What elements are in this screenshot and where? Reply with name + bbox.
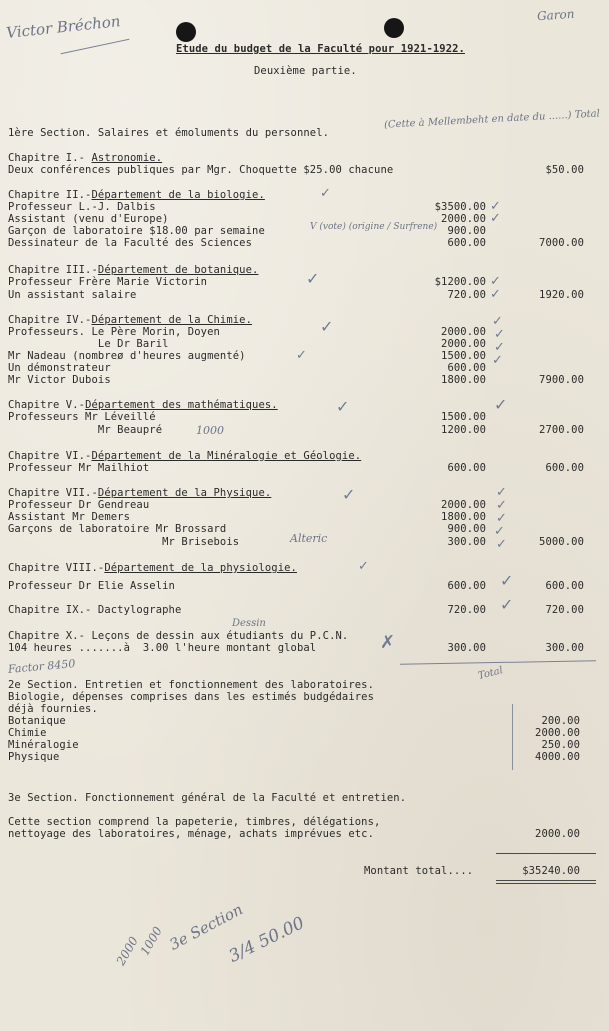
ch2-row-label: Professeur L.-J. Dalbis [8, 201, 156, 213]
header-note: (Cette à Mellembeht en date du ......) Total [383, 108, 601, 131]
dessin-note: Dessin [232, 618, 266, 629]
handwritten-author: Victor Bréchon [5, 12, 122, 42]
checkmark-icon: ✓ [320, 317, 334, 336]
ch7-row-amount: 2000.00 [441, 499, 486, 511]
ch4-total: 7900.00 [539, 374, 584, 386]
section2-row-label: Minéralogie [8, 739, 79, 751]
ch5-row-amount: 1500.00 [441, 411, 486, 423]
ch3-total: 1920.00 [539, 289, 584, 301]
ch3-row-amount: 720.00 [447, 289, 486, 301]
ch8-row-label: Professeur Dr Elie Asselin [8, 580, 175, 592]
ch8-heading [8, 563, 297, 574]
section3-line: nettoyage des laboratoires, ménage, achats imprévues etc. [8, 828, 375, 840]
ch4-row-label: Un démonstrateur [8, 362, 111, 374]
section3-line: Cette section comprend la papeterie, timbres, délégations, [8, 816, 381, 828]
checkmark-icon: ✓ [342, 485, 356, 504]
ch9-amount: 720.00 [447, 604, 486, 616]
page-subtitle: Deuxième partie. [254, 65, 357, 77]
ch7-row-label: Assistant Mr Demers [8, 511, 131, 523]
section1-heading: 1ère Section. Salaires et émoluments du personnel. [8, 127, 330, 139]
checkmark-icon: ✓ [496, 511, 507, 526]
checkmark-icon: ✓ [320, 186, 331, 201]
ch1-title [8, 153, 162, 164]
ch4-row-amount: 600.00 [447, 362, 486, 374]
ch5-row-label: Mr Beaupré [8, 424, 163, 436]
checkmark-icon: ✓ [306, 269, 320, 288]
section3-total: 2000.00 [535, 828, 580, 840]
ch7-total: 5000.00 [539, 536, 584, 548]
ch2-row-amount: 600.00 [447, 237, 486, 249]
checkmark-icon: ✓ [490, 287, 501, 302]
ch4-row-amount: 1800.00 [441, 374, 486, 386]
ch2-row-label: Dessinateur de la Faculté des Sciences [8, 237, 253, 249]
ch5-row-label: Professeurs Mr Léveillé [8, 411, 156, 423]
ch4-row-label: Mr Victor Dubois [8, 374, 111, 386]
ch2-row-amount: 2000.00 [441, 213, 486, 225]
section2-line: déjà fournies. [8, 703, 98, 715]
punch-hole-right [384, 18, 404, 38]
ch9-total: 720.00 [545, 604, 584, 616]
handwritten-rule [400, 660, 596, 664]
ch4-prefix: Chapitre IV.- [8, 314, 92, 326]
total-double-rule [496, 883, 596, 884]
ch1-title-text: Astronomie. [91, 152, 163, 164]
ch4-heading [8, 315, 252, 326]
ch5-prefix: Chapitre V.- [8, 399, 86, 411]
ch2-prefix: Chapitre II.- [8, 189, 92, 201]
checkmark-icon: ✓ [492, 353, 503, 368]
ch10-total: 300.00 [545, 642, 584, 654]
ch8-total: 600.00 [545, 580, 584, 592]
punch-hole-left [176, 22, 196, 42]
section2-row-amount: 250.00 [541, 739, 580, 751]
ch5-heading [8, 400, 278, 411]
grand-total-label: Montant total.... [364, 865, 474, 877]
checkmark-icon: ✓ [496, 498, 507, 513]
ch2-row-label: Assistant (venu d'Europe) [8, 213, 169, 225]
ch6-heading [8, 451, 361, 462]
section2-row-label: Botanique [8, 715, 66, 727]
checkmark-icon: ✓ [494, 340, 505, 355]
ch1-total: $50.00 [545, 164, 584, 176]
ch5-row-amount: 1200.00 [441, 424, 486, 436]
checkmark-icon: ✓ [490, 211, 501, 226]
section2-row-label: Physique [8, 751, 60, 763]
ch3-row-amount: $1200.00 [434, 276, 486, 288]
checkmark-icon: ✓ [490, 199, 501, 214]
checkmark-icon: ✓ [296, 348, 307, 363]
handwritten-bracket [512, 704, 513, 770]
ch7-row-amount: 900.00 [447, 523, 486, 535]
ch4-title: Département de la Chimie. [91, 314, 253, 326]
ch6-total: 600.00 [545, 462, 584, 474]
checkmark-icon: ✓ [494, 395, 508, 414]
ch5-total: 2700.00 [539, 424, 584, 436]
ch7-row-amount: 300.00 [447, 536, 486, 548]
ch8-row-amount: 600.00 [447, 580, 486, 592]
checkmark-icon: ✓ [496, 537, 507, 552]
factor-note: Factor 8450 [7, 657, 76, 676]
ch8-prefix: Chapitre VIII.- [8, 562, 105, 574]
ch10-line1: Chapitre X.- Leçons de dessin aux étudiants du P.C.N. [8, 630, 349, 642]
bottom-note: 2000 [113, 934, 141, 968]
ch6-row-amount: 600.00 [447, 462, 486, 474]
page-title: Etude du budget de la Faculté pour 1921-1922. [176, 43, 465, 55]
bottom-note: 1000 [137, 924, 165, 958]
ch2-title: Département de la biologie. [91, 189, 265, 201]
ch3-row-label: Un assistant salaire [8, 289, 137, 301]
ch7-row-label: Garçons de laboratoire Mr Brossard [8, 523, 227, 535]
ch4-row-amount: 2000.00 [441, 326, 486, 338]
total-note: Total [477, 665, 505, 682]
section2-row-amount: 2000.00 [535, 727, 580, 739]
section3-heading: 3e Section. Fonctionnement général de la Faculté et entretien. [8, 792, 407, 804]
ch7-row-label: Mr Brisebois [8, 536, 240, 548]
bottom-note: 3e Section [166, 900, 246, 954]
ch7-row-label: Professeur Dr Gendreau [8, 499, 150, 511]
beaupre-note: 1000 [196, 424, 224, 437]
ch4-row-label: Professeurs. Le Père Morin, Doyen [8, 326, 220, 338]
ch2-row-label: Garçon de laboratoire $18.00 par semaine [8, 225, 265, 237]
brisebois-note: Alteric [290, 532, 328, 545]
ch4-row-amount: 1500.00 [441, 350, 486, 362]
section2-line: Biologie, dépenses comprises dans les estimés budgédaires [8, 691, 375, 703]
ch2-heading [8, 190, 265, 201]
ch7-row-amount: 1800.00 [441, 511, 486, 523]
ch3-row-label: Professeur Frère Marie Victorin [8, 276, 208, 288]
cross-mark-icon: ✗ [380, 632, 396, 653]
section2-row-amount: 4000.00 [535, 751, 580, 763]
ch4-row-label: Mr Nadeau (nombreø d'heures augmenté) [8, 350, 246, 362]
total-rule [496, 853, 596, 854]
vote-note: V (vote) (origine / Surfrene) [310, 222, 438, 232]
ch1-prefix: Chapitre I.- [8, 152, 92, 164]
ch7-heading [8, 488, 271, 499]
checkmark-icon: ✓ [496, 485, 507, 500]
ch4-row-label: Le Dr Baril [8, 338, 169, 350]
ch5-title: Département des mathématiques. [85, 399, 278, 411]
checkmark-icon: ✓ [358, 559, 369, 574]
ch3-heading [8, 265, 258, 276]
checkmark-icon: ✓ [490, 274, 501, 289]
ch6-title: Département de la Minéralogie et Géologie. [91, 450, 362, 462]
ch6-prefix: Chapitre VI.- [8, 450, 92, 462]
ch3-prefix: Chapitre III.- [8, 264, 98, 276]
handwritten-corner: Garon [536, 6, 575, 24]
ch10-amount: 300.00 [447, 642, 486, 654]
total-double-rule [496, 880, 596, 881]
ch10-line2: 104 heures .......à 3.00 l'heure montant global [8, 642, 317, 654]
ch7-prefix: Chapitre VII.- [8, 487, 98, 499]
section2-line: 2e Section. Entretien et fonctionnement des laboratoires. [8, 679, 375, 691]
ch4-row-amount: 2000.00 [441, 338, 486, 350]
ch6-row-label: Professeur Mr Mailhiot [8, 462, 150, 474]
ch1-line: Deux conférences publiques par Mgr. Choquette $25.00 chacune [8, 164, 394, 176]
ch2-total: 7000.00 [539, 237, 584, 249]
section2-row-label: Chimie [8, 727, 47, 739]
ch9-line: Chapitre IX.- Dactylographe [8, 604, 182, 616]
bottom-note: 3/4 50.00 [225, 913, 308, 967]
ch8-title: Département de la physiologie. [104, 562, 297, 574]
ch2-row-amount: $3500.00 [434, 201, 486, 213]
grand-total: $35240.00 [522, 865, 580, 877]
checkmark-icon: ✓ [494, 327, 505, 342]
section2-row-amount: 200.00 [541, 715, 580, 727]
ch7-title: Département de la Physique. [97, 487, 272, 499]
ch3-title: Département de botanique. [97, 264, 259, 276]
checkmark-icon: ✓ [336, 397, 350, 416]
checkmark-icon: ✓ [500, 571, 514, 590]
checkmark-icon: ✓ [494, 524, 505, 539]
ch2-row-amount: 900.00 [447, 225, 486, 237]
author-underline [61, 39, 130, 55]
checkmark-icon: ✓ [500, 595, 514, 614]
checkmark-icon: ✓ [492, 314, 503, 329]
